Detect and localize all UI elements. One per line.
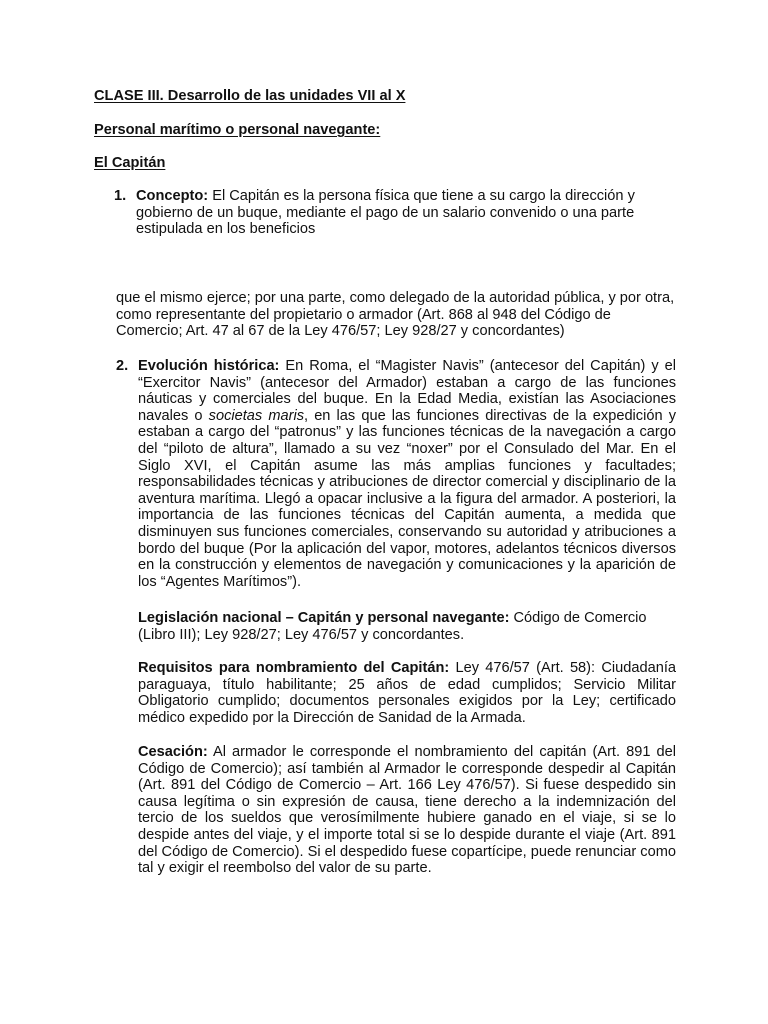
cesacion-text: Al armador le corresponde el nombramiento del capitán (Art. 891 del Código de Comercio); así también al Armador le corresponde despedir al Capitán (Art. 891 del Código de Comercio – Art. 166 Ley 476/57). Si fuese despedido sin causa legítima o sin expresión de causa, tiene derecho a la indemnización del tercio de los sueldos que verosímilmente hubiere ganado en el viaje, si se lo despide antes del viaje, y el importe total si se lo despide durante el viaje (Art. 891 del Código de Comercio). Si el despedido fuese copartícipe, puede renunciar como tal y exigir el reembolso del valor de su parte. (138, 744, 676, 877)
requisitos-paragraph (138, 660, 676, 726)
item-2-italic-term: societas maris (208, 407, 305, 424)
cesacion-title: Cesación: (138, 744, 208, 760)
item-1-text: El Capitán es la persona física que tiene a su cargo la dirección y gobierno de un buque, mediante el pago de un salario convenido o una parte estipulada en los beneficios (136, 188, 635, 238)
item-1-number: 1. (114, 188, 127, 204)
item-1-concepto (136, 188, 676, 238)
personal-heading: Personal marítimo o personal navegante: (94, 122, 381, 138)
item-2-text-b: , en las que las funciones directivas de la expedición y estaban a cargo del “patronus” y las funciones técnicas de la navegación a cargo del “piloto de altura”, llamado a su vez “noxer” por el Consulado del Mar. En el Siglo XVI, el Capitán asume las más amplias funciones y facultades; responsabilidades técnicas y atribuciones de director comercial y disciplinario de la aventura marítima. Llegó a opacar inclusive a la figura del armador. A posteriori, la importancia de las funciones técnicas del Capitán aumenta, a medida que disminuyen sus funciones comerciales, conservando su autoridad y atribuciones a bordo del buque (Por la aplicación del vapor, motores, adelantos técnicos diversos en la construcción y elementos de navegación y comunicaciones y la aparición de los “Agentes Marítimos”). (138, 407, 676, 590)
legislacion-title: Legislación nacional – Capitán y personal navegante: (138, 610, 510, 626)
item-1-title: Concepto: (136, 188, 209, 204)
requisitos-title: Requisitos para nombramiento del Capitán: (138, 660, 450, 676)
item-2-title: Evolución histórica: (138, 358, 280, 374)
requisitos-text: Ley 476/57 (Art. 58): Ciudadanía paraguaya, título habilitante; 25 años de edad cumplidos; Servicio Militar Obligatorio cumplido; documentos personales exigidos por la Ley; certificado médico expedido por la Dirección de Sanidad de la Armada. (138, 660, 676, 726)
concepto-continuation: que el mismo ejerce; por una parte, como delegado de la autoridad pública, y por otra, como representante del propietario o armador (Art. 868 al 948 del Código de Comercio; Art. 47 al 67 de la Ley 476/57; Ley 928/27 y concordantes) (116, 290, 675, 340)
item-2-text-a: En Roma, el “Magister Navis” (antecesor del Capitán) y el “Exercitor Navis” (antecesor del Armador) estaban a cargo de las funciones náuticas y comerciales del buque. En la Edad Media, existían las Asociaciones navales o (138, 358, 676, 424)
item-2-evolucion (138, 358, 676, 590)
capitan-heading: El Capitán (94, 155, 166, 171)
cesacion-paragraph (138, 744, 676, 877)
class-heading: CLASE III. Desarrollo de las unidades VII al X (94, 88, 406, 104)
item-2-number: 2. (116, 358, 129, 374)
legislacion-text: Código de Comercio (Libro III); Ley 928/27; Ley 476/57 y concordantes. (138, 610, 647, 643)
legislacion-paragraph (138, 610, 676, 643)
